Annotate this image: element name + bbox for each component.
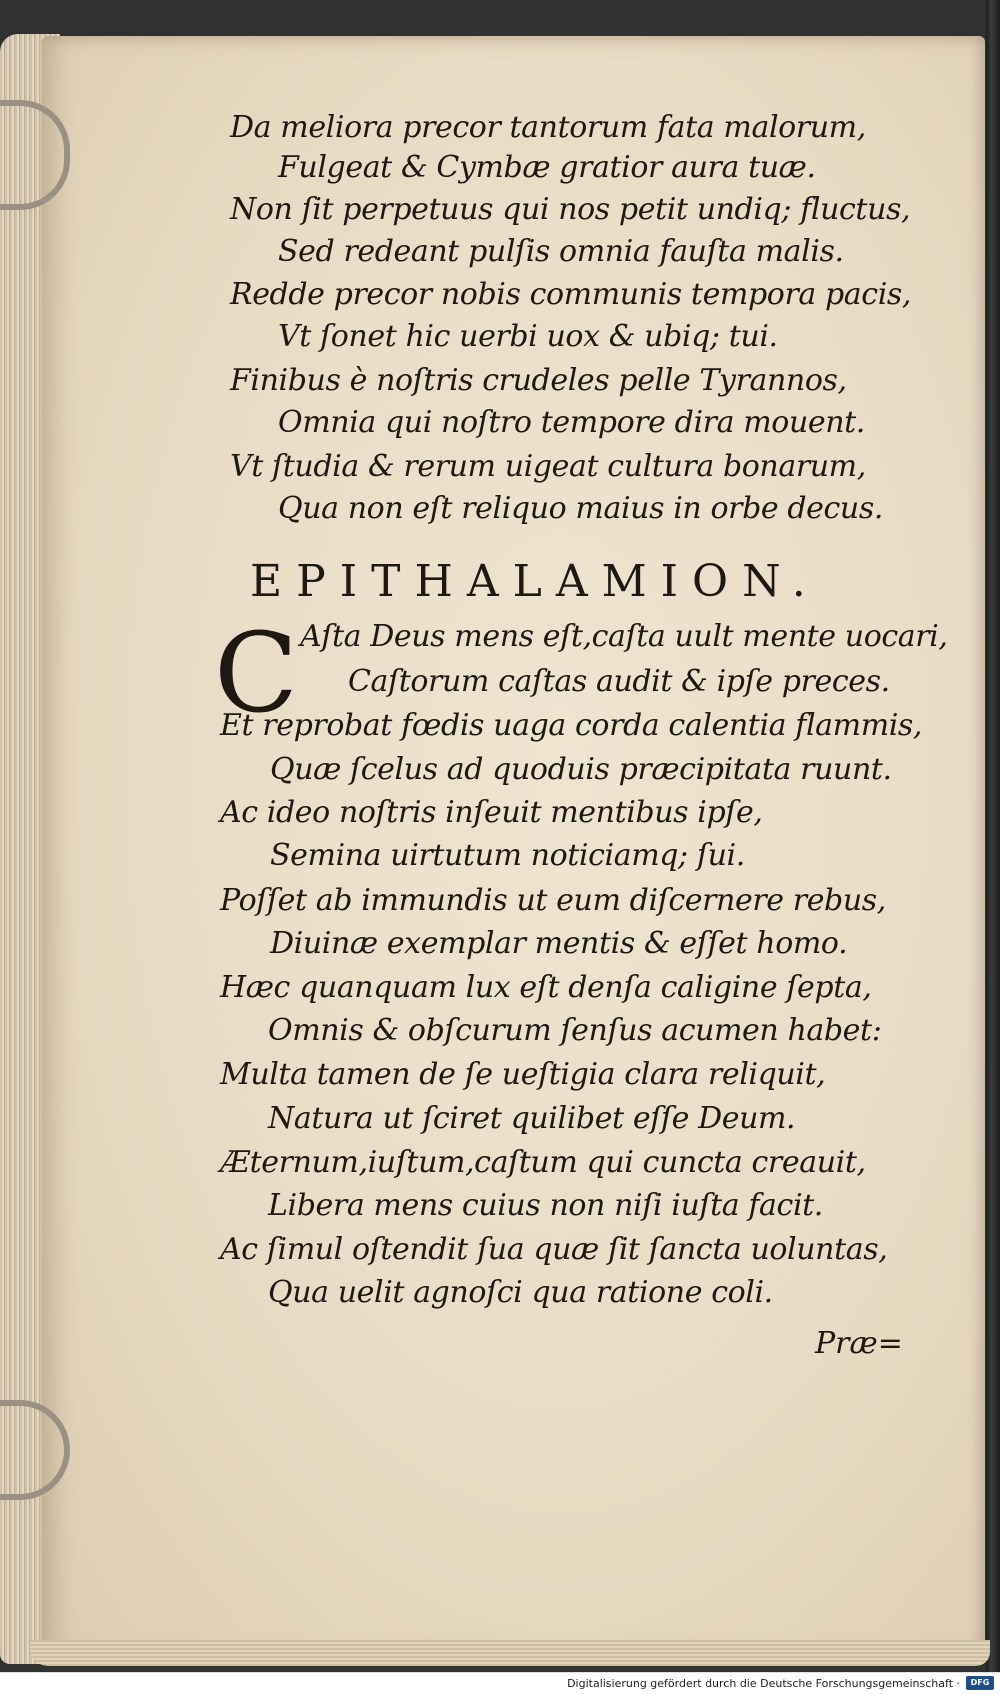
verse-line: Et reprobat fœdis uaga corda calentia flammis,: [220, 708, 923, 743]
verse-line: Non ſit perpetuus qui nos petit undiq; fluctus,: [230, 192, 911, 227]
verse-line: Diuinæ exemplar mentis & eſſet homo.: [270, 926, 848, 961]
footer-bar: [0, 1672, 1000, 1695]
catchword: Præ=: [815, 1326, 903, 1361]
verse-line: Omnis & obſcurum ſenſus acumen habet:: [268, 1013, 882, 1048]
verse-line: Qua uelit agnoſci qua ratione coli.: [268, 1275, 773, 1310]
verse-line: Vt ſtudia & rerum uigeat cultura bonarum,: [230, 449, 866, 484]
verse-line: Æternum,iuſtum,caſtum qui cuncta creauit,: [220, 1145, 866, 1180]
verse-line: Ac ſimul oſtendit ſua quæ ſit ſancta uoluntas,: [220, 1232, 888, 1267]
verse-line: Multa tamen de ſe ueſtigia clara reliquit,: [220, 1057, 826, 1092]
verse-line: Fulgeat & Cymbæ gratior aura tuæ.: [278, 150, 816, 185]
verse-line: Libera mens cuius non niſi iuſta facit.: [268, 1188, 823, 1223]
verse-line: Caſtorum caſtas audit & ipſe preces.: [348, 664, 890, 699]
verse-line: Qua non eſt reliquo maius in orbe decus.: [278, 491, 883, 526]
verse-line: Hæc quanquam lux eſt denſa caligine ſepta,: [220, 970, 872, 1005]
verse-line: Omnia qui noſtro tempore dira mouent.: [278, 405, 865, 440]
verse-line: Finibus è noſtris crudeles pelle Tyrannos,: [230, 363, 847, 398]
verse-line: Vt ſonet hic uerbi uox & ubiq; tui.: [278, 319, 778, 354]
verse-line: Redde precor nobis communis tempora pacis,: [230, 277, 912, 312]
verse-line: Sed redeant pulſis omnia fauſta malis.: [278, 234, 844, 269]
verse-line: Natura ut ſciret quilibet eſſe Deum.: [268, 1101, 796, 1136]
page-bottom-edge: [30, 1640, 990, 1666]
dfg-logo: DFG: [966, 1676, 994, 1690]
drop-cap: C: [214, 609, 299, 737]
verse-line: Quæ ſcelus ad quoduis præcipitata ruunt.: [270, 752, 892, 787]
verse-line: Da meliora precor tantorum fata malorum,: [230, 110, 866, 145]
funding-credit: Digitalisierung gefördert durch die Deutsche Forschungsgemeinschaft ·: [567, 1677, 960, 1690]
verse-line: Aſta Deus mens eſt,caſta uult mente uocari,: [300, 619, 948, 654]
section-heading: EPITHALAMION.: [250, 556, 820, 607]
verse-line: Semina uirtutum noticiamq; ſui.: [270, 838, 745, 873]
verse-line: Poſſet ab immundis ut eum diſcernere rebus,: [220, 883, 886, 918]
verse-line: Ac ideo noſtris inſeuit mentibus ipſe,: [220, 795, 763, 830]
